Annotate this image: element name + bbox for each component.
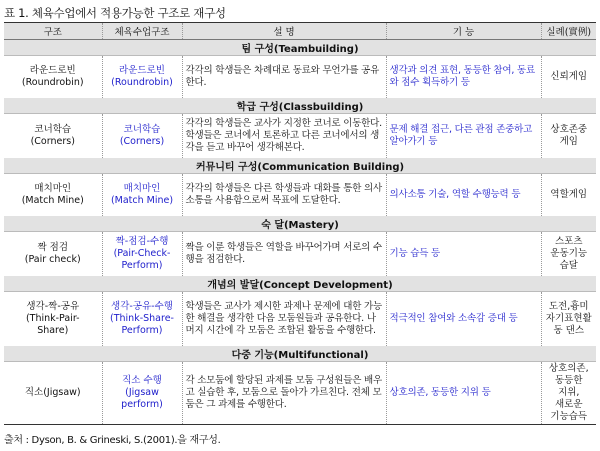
- function-cell: 의사소통 기술, 역할 수행능력 등: [386, 174, 541, 216]
- table-row: [4, 292, 596, 346]
- course-structure-cell: [102, 174, 182, 216]
- course-structure-cell-line: perform): [121, 399, 163, 410]
- example-cell-line: 기능습득: [550, 411, 588, 422]
- function-cell: 문제 해결 접근, 다른 관점 존중하고 알아가기 등: [386, 114, 541, 158]
- section-header-row: [4, 216, 596, 232]
- table-caption: 표 1. 체육수업에서 적용가능한 구조로 재구성: [4, 6, 226, 20]
- function-cell: 생각과 의견 표현, 동등한 참여, 동료와 점수 획득하기 등: [386, 56, 541, 98]
- structure-cell: [4, 362, 102, 425]
- example-cell-line: 역할게임: [550, 188, 588, 200]
- course-structure-cell-line: Perform): [121, 259, 163, 271]
- description-cell: 짝을 이룬 학생들은 역할을 바꾸어가며 서로의 수행을 점검한다.: [182, 232, 386, 276]
- section-header-row: [4, 158, 596, 174]
- table-row: [4, 362, 596, 425]
- structure-cell-line: 직소(Jigsaw): [24, 387, 81, 398]
- course-structure-cell-line: Perform): [121, 324, 163, 336]
- structure-cell-line: (Pair check): [24, 253, 81, 265]
- structure-cell: [4, 232, 102, 276]
- example-cell-line: 습달: [559, 259, 578, 271]
- header-description: 설 명: [182, 23, 386, 40]
- course-structure-cell: [102, 362, 182, 425]
- structure-cell: [4, 174, 102, 216]
- structure-cell-line: 라운드로빈: [29, 64, 76, 76]
- example-cell-line: 동등한: [554, 375, 583, 386]
- structure-table: [4, 22, 596, 425]
- structure-cell-line: 생각-짝-공유: [26, 300, 80, 312]
- example-cell: [541, 174, 596, 216]
- course-structure-cell: [102, 114, 182, 158]
- structure-cell-line: 코너학습: [34, 123, 72, 135]
- header-row: [4, 23, 596, 40]
- example-cell: [541, 232, 596, 276]
- section-title: 다중 기능(Multifunctional): [4, 346, 596, 362]
- example-cell-line: 새로운: [554, 399, 583, 410]
- course-structure-cell-line: 매치마인: [123, 182, 161, 194]
- structure-cell: [4, 56, 102, 98]
- description-cell: 각각의 학생들은 다른 학생들과 대화를 통한 의사소통을 사용함으로써 목표에 도달한다.: [182, 174, 386, 216]
- description-cell: 학생들은 교사가 제시한 과제나 문제에 대한 가능한 해결을 생각한 다음 모둠원들과 공유한다. 나머지 시간에 각 모둠은 조합된 활동을 수행한다.: [182, 292, 386, 346]
- example-cell: [541, 362, 596, 425]
- course-structure-cell-line: (Corners): [119, 135, 165, 147]
- structure-cell-line: (Match Mine): [21, 194, 84, 206]
- example-cell-line: 신뢰게임: [550, 70, 588, 82]
- course-structure-cell: [102, 56, 182, 98]
- example-cell: [541, 292, 596, 346]
- table-row: [4, 232, 596, 276]
- header-structure: 구조: [4, 23, 102, 40]
- course-structure-cell-line: 직소 수행: [122, 375, 162, 386]
- section-header-row: [4, 346, 596, 362]
- section-title: 팀 구성(Teambuilding): [4, 40, 596, 56]
- structure-cell-line: (Corners): [30, 135, 75, 147]
- structure-cell-line: (Think-Pair-: [25, 312, 80, 324]
- description-cell: 각각의 학생들은 차례대로 동료와 무언가를 공유한다.: [182, 56, 386, 98]
- course-structure-cell-line: (Jigsaw: [125, 387, 159, 398]
- course-structure-cell-line: (Pair-Check-: [113, 247, 171, 259]
- structure-cell-line: Share): [37, 324, 69, 336]
- structure-cell-line: 매치마인: [34, 182, 72, 194]
- section-title: 개념의 발달(Concept Development): [4, 276, 596, 292]
- section-header-row: [4, 40, 596, 56]
- table-row: [4, 56, 596, 98]
- course-structure-cell: [102, 232, 182, 276]
- header-function: 기 능: [386, 23, 541, 40]
- example-cell-line: 자기표현활: [545, 312, 592, 324]
- function-cell: 기능 습득 등: [386, 232, 541, 276]
- example-cell: [541, 56, 596, 98]
- course-structure-cell-line: 짝-점검-수행: [115, 235, 169, 247]
- example-cell-line: 스포츠: [554, 235, 583, 247]
- section-title: 숙 달(Mastery): [4, 216, 596, 232]
- section-title: 학급 구성(Classbuilding): [4, 98, 596, 114]
- example-cell-line: 게임: [559, 135, 578, 147]
- structure-cell-line: (Roundrobin): [21, 76, 84, 88]
- function-cell: 상호의존, 동등한 지위 등: [386, 362, 541, 425]
- course-structure-cell-line: (Roundrobin): [111, 76, 173, 88]
- example-cell: [541, 114, 596, 158]
- example-cell-line: 상호의존,: [548, 363, 589, 374]
- structure-cell: [4, 292, 102, 346]
- example-cell-line: 운동기능: [550, 247, 588, 259]
- course-structure-cell-line: 생각-공유-수행: [111, 300, 173, 312]
- header-example: 실례(實例): [541, 23, 596, 40]
- example-cell-line: 지위,: [558, 387, 580, 398]
- table-row: [4, 114, 596, 158]
- course-structure-cell: [102, 292, 182, 346]
- table-row: [4, 174, 596, 216]
- section-title: 커뮤니티 구성(Communication Building): [4, 158, 596, 174]
- structure-cell-line: 짝 점검: [37, 241, 69, 253]
- description-cell: 각각의 학생들은 교사가 지정한 코너로 이동한다. 학생들은 코너에서 토론하고 다른 코너에서의 생각을 듣고 바꾸어 생각해본다.: [182, 114, 386, 158]
- example-cell-line: 도전,흉미: [548, 300, 589, 312]
- example-cell-line: 동 댄스: [553, 324, 585, 336]
- course-structure-cell-line: (Think-Share-: [110, 312, 174, 324]
- example-cell-line: 상호존중: [550, 123, 588, 135]
- course-structure-cell-line: 코너학습: [123, 123, 161, 135]
- structure-cell: [4, 114, 102, 158]
- course-structure-cell-line: (Match Mine): [110, 194, 174, 206]
- description-cell: 각 소모둠에 할당된 과제를 모둠 구성원들은 배우고 실습한 후, 모둠으로 돌아가 가르친다. 전체 모둠은 그 과제를 수행한다.: [182, 362, 386, 425]
- section-header-row: [4, 98, 596, 114]
- course-structure-cell-line: 라운드로빈: [119, 64, 165, 76]
- section-header-row: [4, 276, 596, 292]
- header-course-structure: 체육수업구조: [102, 23, 182, 40]
- source-note: 출처 : Dyson, B. & Grineski, S.(2001).을 재구성.: [4, 435, 221, 446]
- function-cell: 적극적인 참여와 소속감 증대 등: [386, 292, 541, 346]
